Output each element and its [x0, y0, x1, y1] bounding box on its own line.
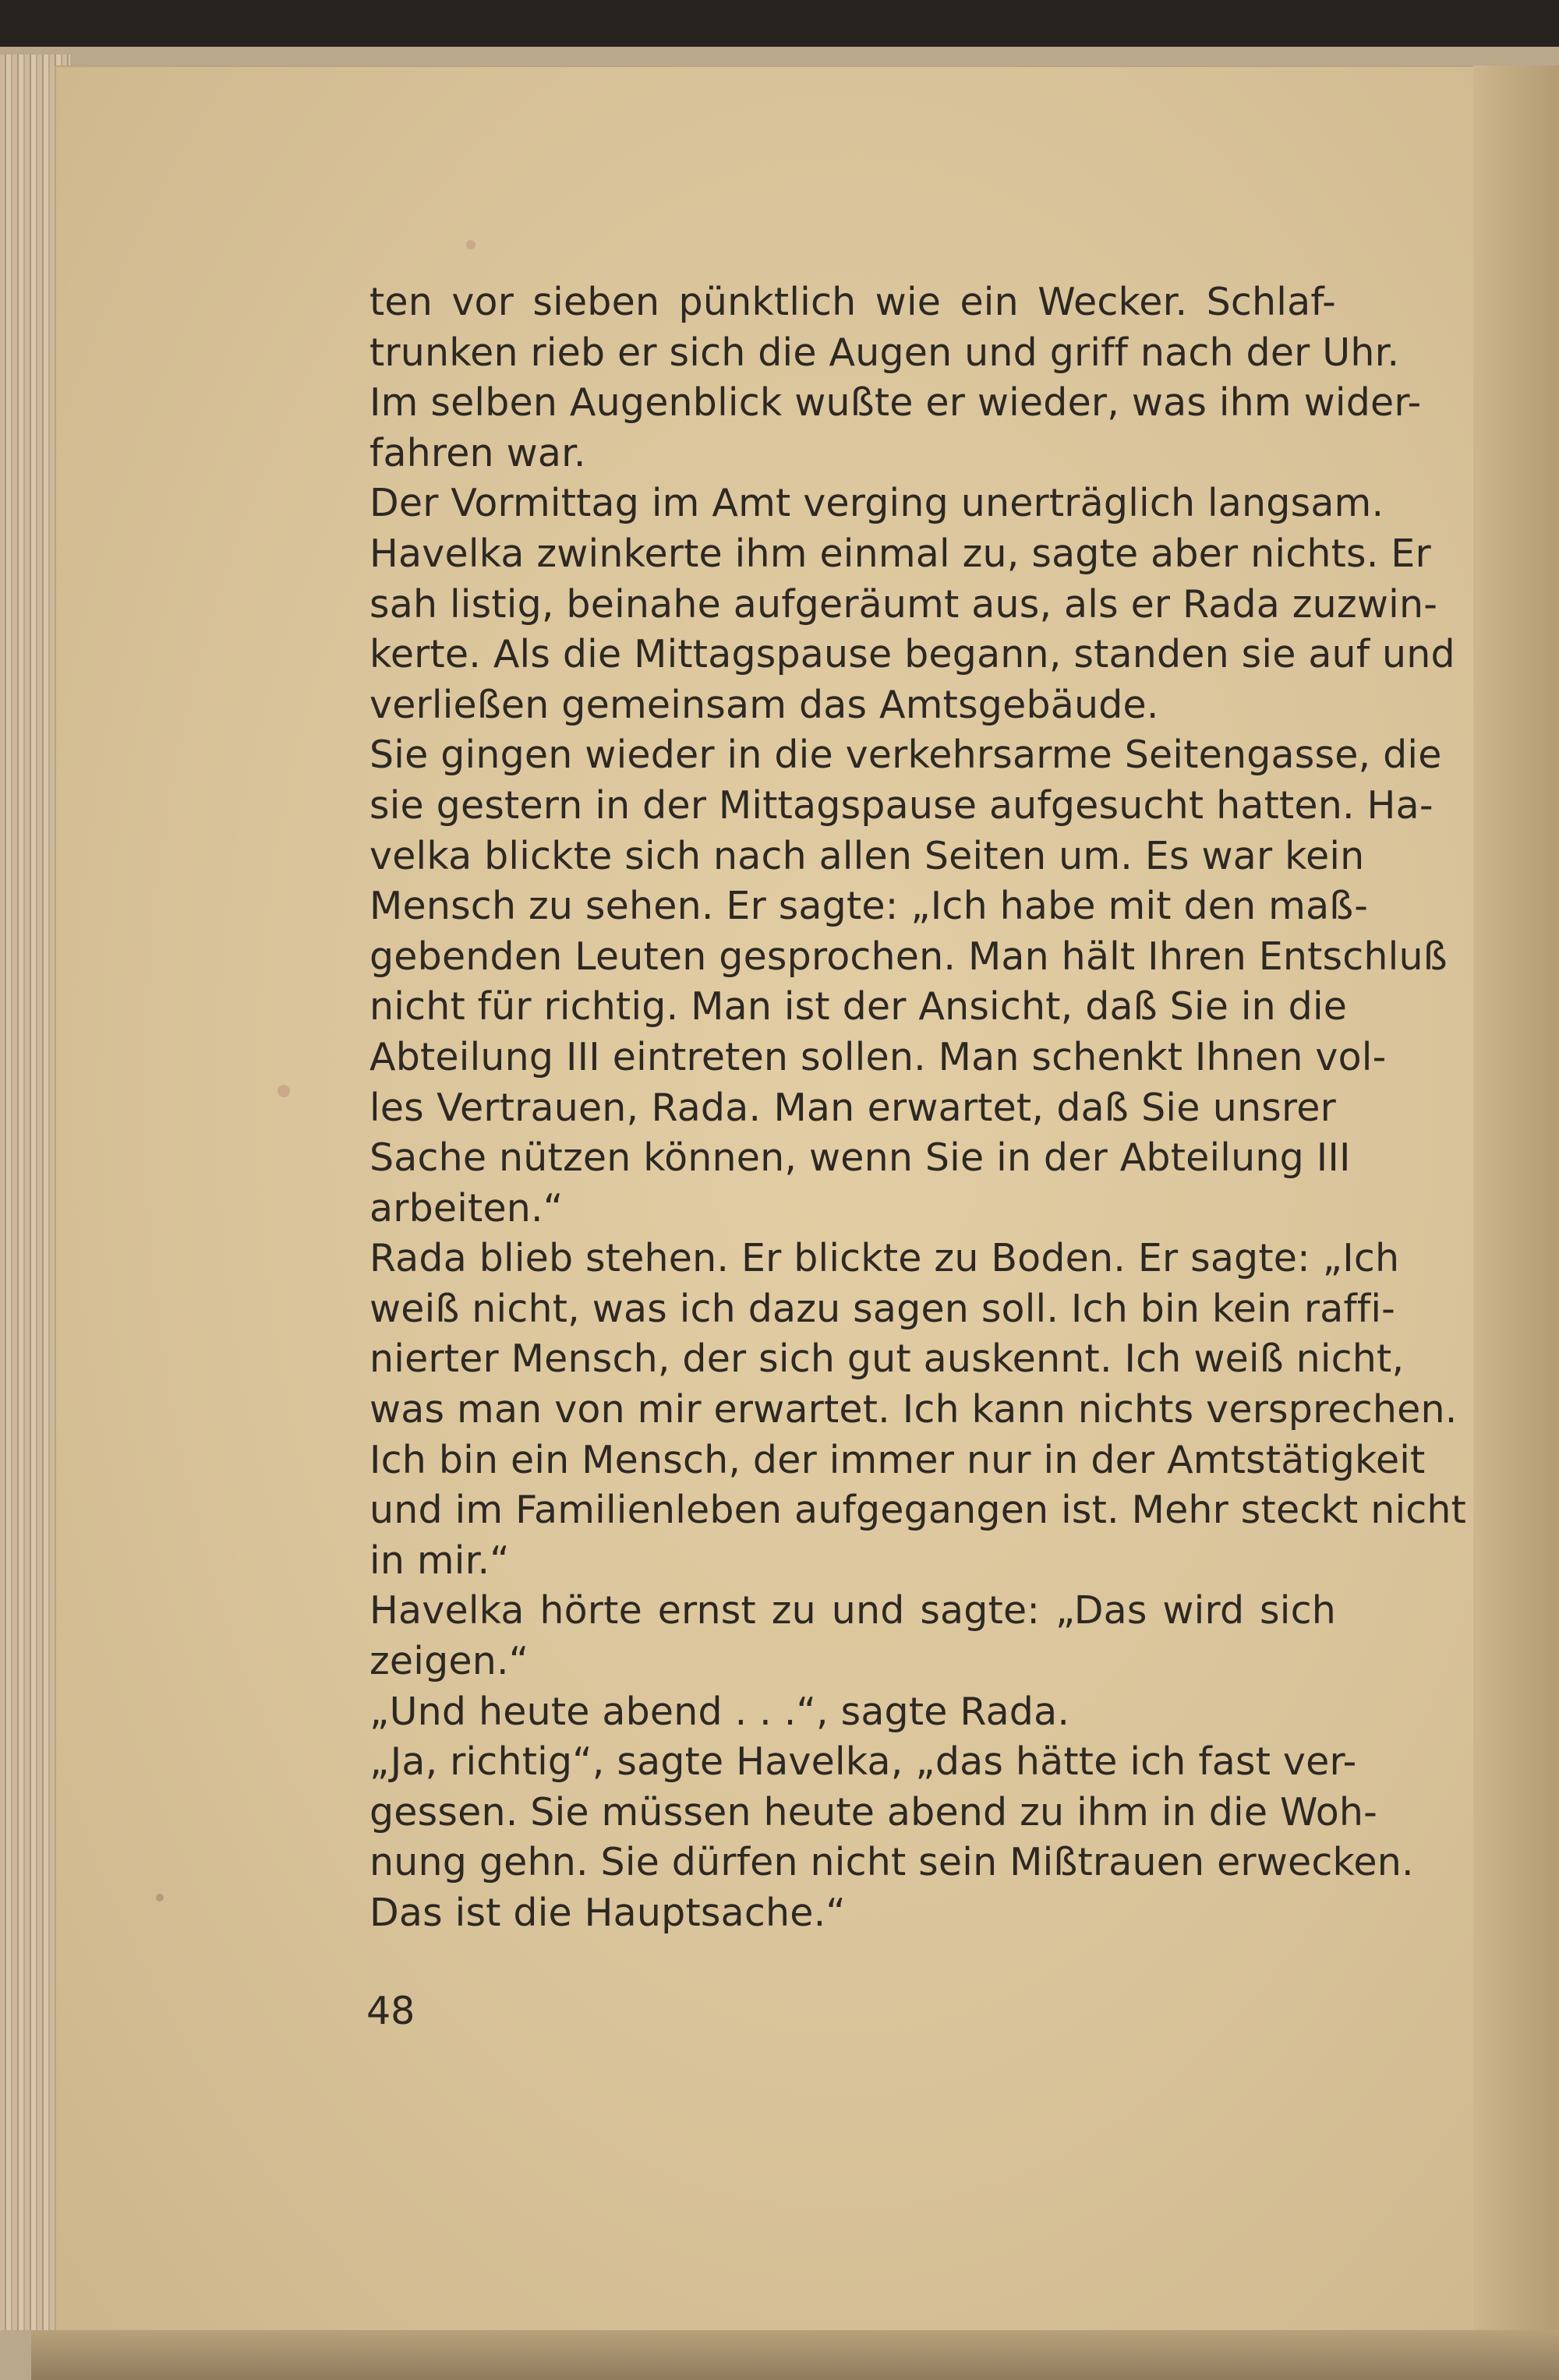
- page-bottom-edge: [31, 2330, 1559, 2380]
- body-text: [369, 277, 1467, 1939]
- paper-speck: [156, 1894, 164, 1902]
- text-line: arbeiten.“: [369, 1185, 564, 1231]
- text-line: „Ja, richtig“, sagte Havelka, „das hätte ich fast ver-: [369, 1739, 1357, 1785]
- text-line: Abteilung III eintreten sollen. Man schenkt Ihnen vol-: [369, 1034, 1387, 1079]
- text-line: Mensch zu sehen. Er sagte: „Ich habe mit den maß-: [369, 884, 1369, 929]
- text-line: Der Vormittag im Amt verging unerträglich langsam.: [369, 481, 1384, 526]
- text-line: „Und heute abend . . .“, sagte Rada.: [369, 1689, 1070, 1734]
- page-right-edge: [1473, 65, 1559, 2354]
- text-line: kerte. Als die Mittagspause begann, standen sie auf und: [369, 632, 1455, 677]
- text-line: zeigen.“: [369, 1639, 529, 1684]
- text-line: Rada blieb stehen. Er blickte zu Boden. Er sagte: „Ich: [369, 1236, 1400, 1281]
- text-line: Sie gingen wieder in die verkehrsarme Seitengasse, die: [369, 733, 1442, 778]
- text-line: sah listig, beinahe aufgeräumt aus, als er Rada zuzwin-: [369, 581, 1438, 627]
- text-line: was man von mir erwartet. Ich kann nichts versprechen.: [369, 1387, 1458, 1432]
- text-line: gebenden Leuten gesprochen. Man hält Ihren Entschluß: [369, 934, 1448, 979]
- paper-speck: [466, 240, 475, 249]
- text-line: Im selben Augenblick wußte er wieder, was ihm wider-: [369, 380, 1422, 426]
- text-line: trunken rieb er sich die Augen und griff nach der Uhr.: [369, 330, 1400, 375]
- text-line: Ich bin ein Mensch, der immer nur in der Amtstätigkeit: [369, 1437, 1426, 1482]
- text-line: in mir.“: [369, 1538, 510, 1583]
- text-line: weiß nicht, was ich dazu sagen soll. Ich bin kein raffi-: [369, 1286, 1396, 1331]
- text-line: nierter Mensch, der sich gut auskennt. Ich weiß nicht,: [369, 1337, 1405, 1382]
- text-line: fahren war.: [369, 430, 586, 475]
- text-line: nung gehn. Sie dürfen nicht sein Mißtrauen erwecken.: [369, 1840, 1414, 1885]
- text-line: Havelka zwinkerte ihm einmal zu, sagte aber nichts. Er: [369, 531, 1431, 576]
- text-line: verließen gemeinsam das Amtsgebäude.: [369, 682, 1159, 727]
- text-line: ten vor sieben pünktlich wie ein Wecker. Schlaf-: [369, 280, 1336, 324]
- page-number: 48: [366, 1989, 415, 2033]
- text-line: velka blickte sich nach allen Seiten um. Es war kein: [369, 833, 1365, 878]
- text-line: gessen. Sie müssen heute abend zu ihm in die Woh-: [369, 1789, 1378, 1834]
- text-line: Das ist die Hauptsache.“: [369, 1891, 846, 1935]
- paper-speck: [278, 1085, 290, 1097]
- text-line: und im Familienleben aufgegangen ist. Mehr steckt nicht: [369, 1488, 1467, 1533]
- text-line: nicht für richtig. Man ist der Ansicht, daß Sie in die: [369, 984, 1348, 1029]
- text-line: Havelka hörte ernst zu und sagte: „Das wird sich: [369, 1588, 1336, 1633]
- text-line: Sache nützen können, wenn Sie in der Abteilung III: [369, 1135, 1351, 1181]
- text-line: les Vertrauen, Rada. Man erwartet, daß Sie unsrer: [369, 1085, 1336, 1130]
- text-line: sie gestern in der Mittagspause aufgesucht hatten. Ha-: [369, 782, 1434, 828]
